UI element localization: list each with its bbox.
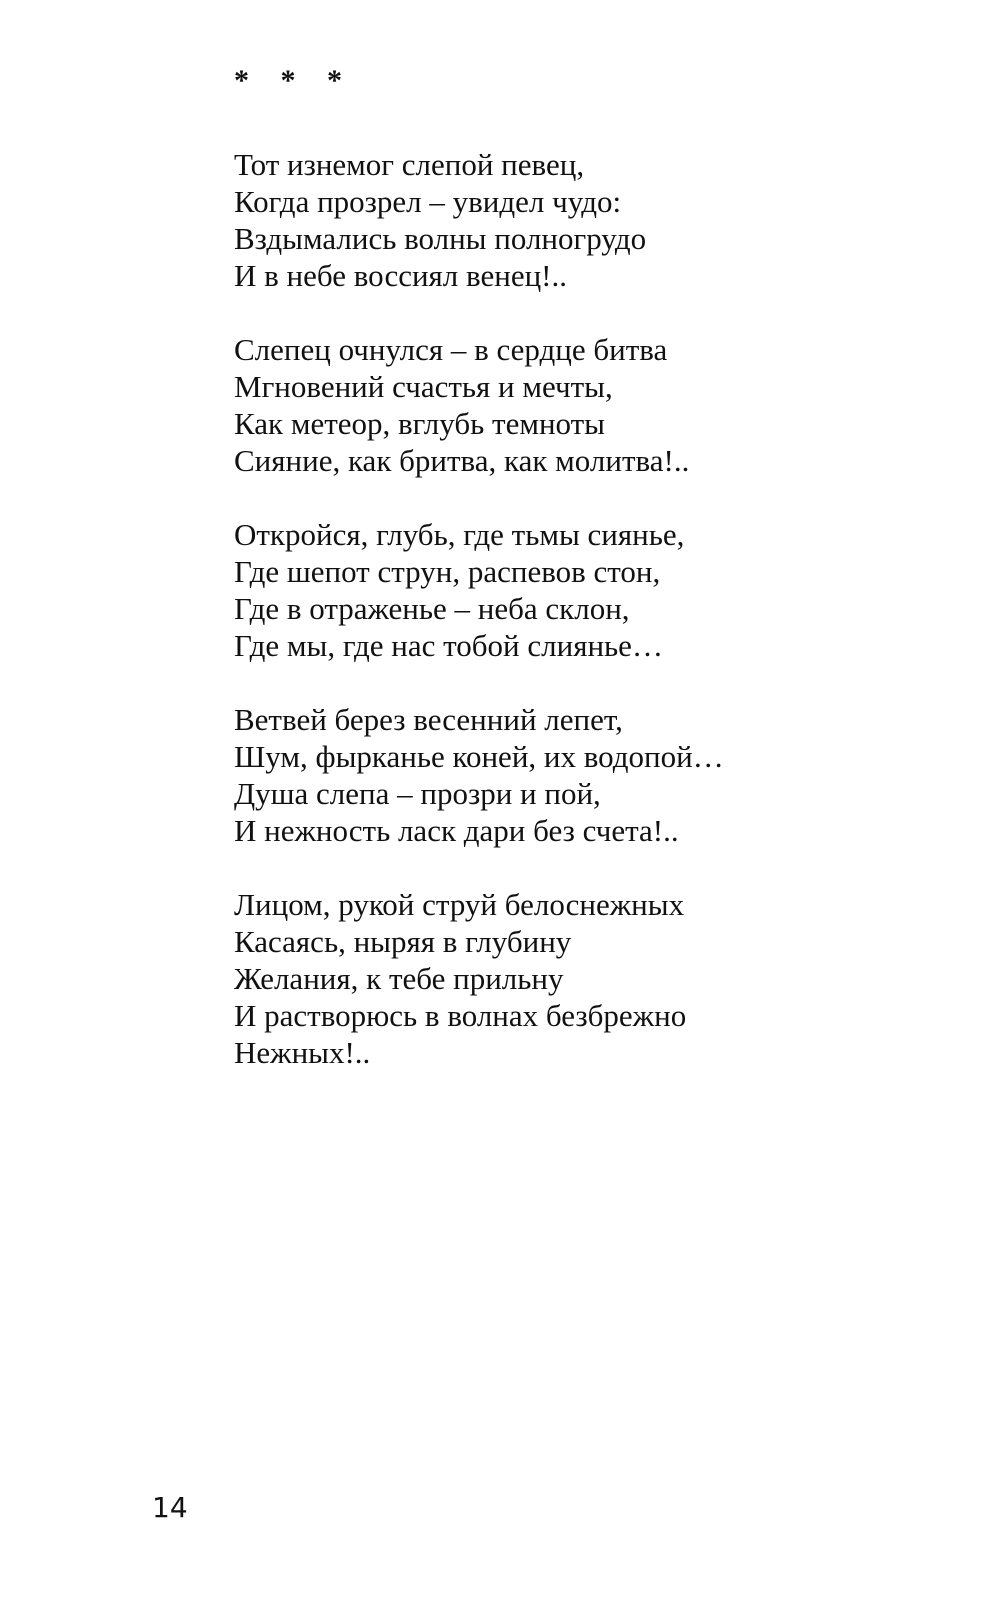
poem-line: Как метеор, вглубь темноты	[234, 406, 606, 441]
poem-line: Лицом, рукой струй белоснежных	[234, 887, 685, 922]
poem-line: Сияние, как бритва, как молитва!..	[234, 443, 690, 478]
poem-line: Касаясь, ныряя в глубину	[234, 924, 572, 959]
poem-line: Душа слепа – прозри и пой,	[234, 776, 601, 811]
poem-line: Где шепот струн, распевов стон,	[234, 554, 661, 589]
poem-line: Где мы, где нас тобой слиянье…	[234, 628, 663, 663]
poem-line: Где в отраженье – неба склон,	[234, 591, 630, 626]
stanza-3	[234, 516, 874, 664]
poem-line: Нежных!..	[234, 1035, 371, 1070]
poem	[234, 146, 874, 1108]
poem-line: Тот изнемог слепой певец,	[234, 147, 585, 182]
poem-line: Шум, фырканье коней, их водопой…	[234, 739, 724, 774]
poem-line: Ветвей берез весенний лепет,	[234, 702, 623, 737]
stanza-1	[234, 146, 874, 294]
poem-line: Слепец очнулся – в сердце битва	[234, 332, 668, 367]
page-number: 14	[152, 1491, 188, 1524]
section-ornament: * * *	[234, 64, 354, 97]
poem-line: Желания, к тебе прильну	[234, 961, 564, 996]
poem-line: Когда прозрел – увидел чудо:	[234, 184, 622, 219]
stanza-5	[234, 886, 874, 1071]
poem-line: И растворюсь в волнах безбрежно	[234, 998, 687, 1033]
poem-line: Вздымались волны полногрудо	[234, 221, 647, 256]
poem-line: И в небе воссиял венец!..	[234, 258, 568, 293]
poem-line: Откройся, глубь, где тьмы сиянье,	[234, 517, 685, 552]
stanza-2	[234, 331, 874, 479]
poem-line: Мгновений счастья и мечты,	[234, 369, 613, 404]
poem-line: И нежность ласк дари без счета!..	[234, 813, 679, 848]
stanza-4	[234, 701, 874, 849]
